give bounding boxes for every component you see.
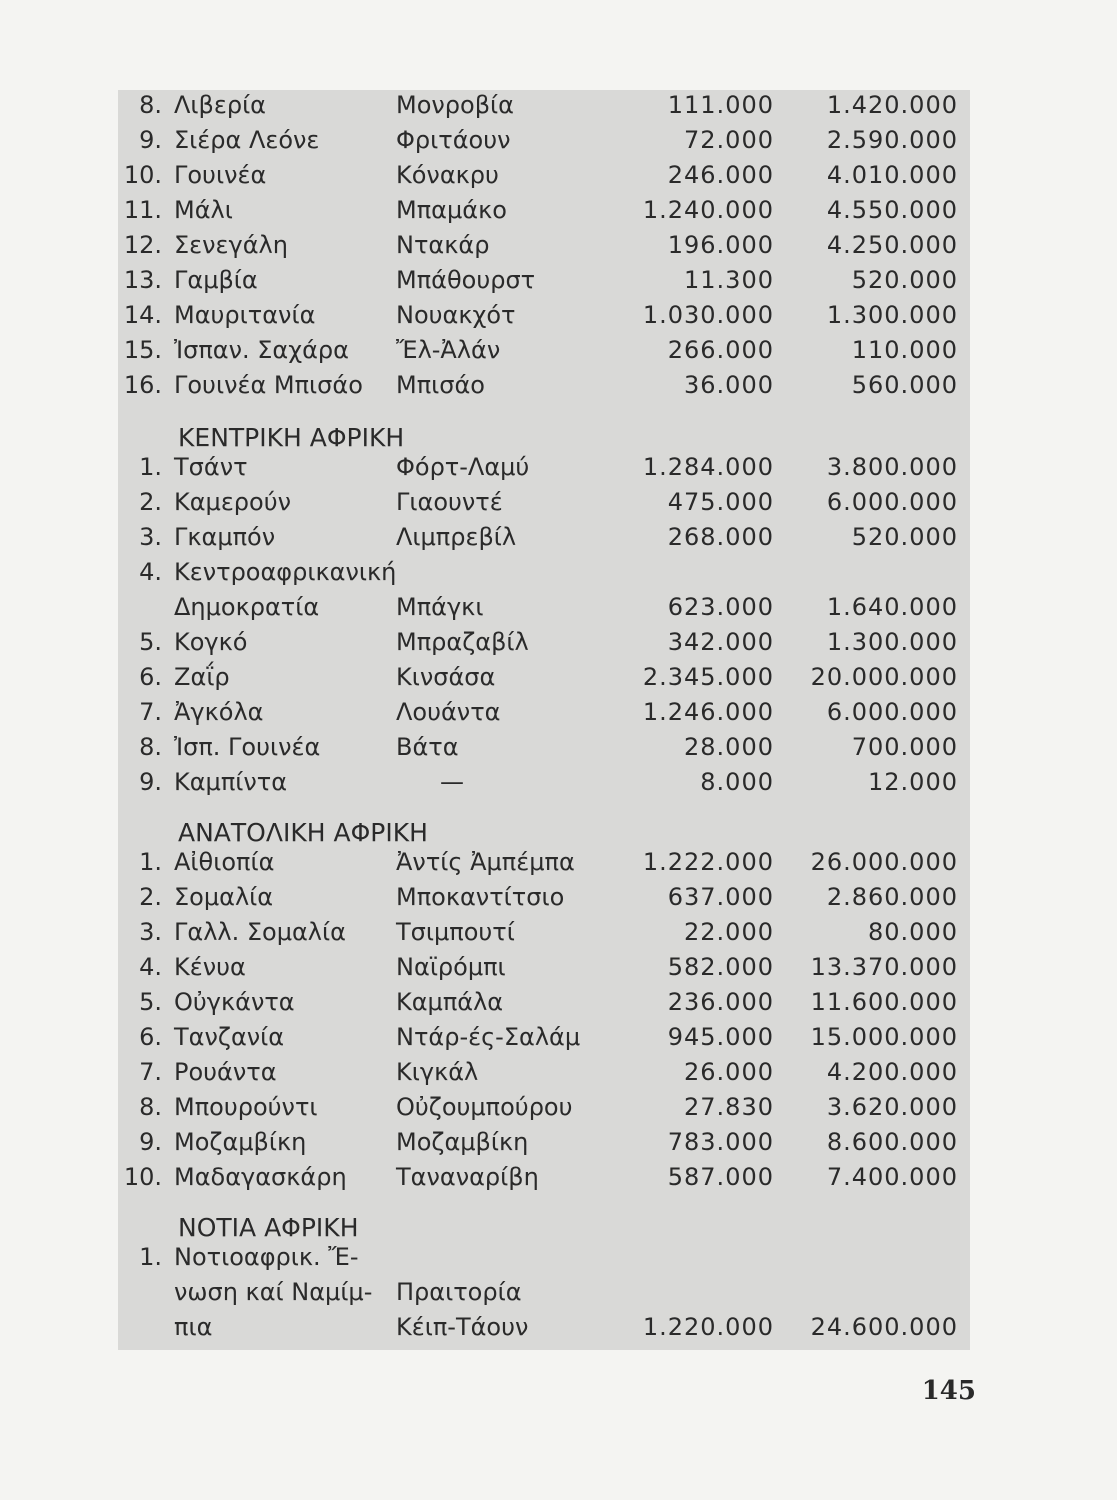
- table-row: 8. Λιβερία Μονροβία 111.000 1.420.000: [139, 91, 958, 119]
- table-row: 12. Σενεγάλη Ντακάρ 196.000 4.250.000: [123, 231, 958, 259]
- section-heading-central-africa: ΚΕΝΤΡΙΚΗ ΑΦΡΙΚΗ: [178, 423, 405, 452]
- table-row: 10. Μαδαγασκάρη Ταναναρίβη 587.000 7.400.000: [123, 1163, 958, 1191]
- table-row: 8. Μπουρούντι Οὐζουμπούρου 27.830 3.620.000: [139, 1093, 958, 1121]
- table-row: 8. Ἰσπ. Γουινέα Βάτα 28.000 700.000: [139, 733, 958, 761]
- table-row: 1. Νοτιοαφρικ. Ἔ-: [139, 1243, 359, 1271]
- table-row: 10. Γουινέα Κόνακρυ 246.000 4.010.000: [123, 161, 958, 189]
- table-row: 2. Σομαλία Μποκαντίτσιο 637.000 2.860.000: [139, 883, 958, 911]
- section-heading-south-africa: ΝΟΤΙΑ ΑΦΡΙΚΗ: [178, 1213, 359, 1242]
- table-row: 6. Τανζανία Ντάρ-ές-Σαλάμ 945.000 15.000.000: [139, 1023, 958, 1051]
- table-row: 13. Γαμβία Μπάθουρστ 11.300 520.000: [123, 266, 958, 294]
- table-row: 4. Κένυα Ναϊρόμπι 582.000 13.370.000: [139, 953, 958, 981]
- table-row: 6. Ζαΐρ Κινσάσα 2.345.000 20.000.000: [139, 663, 958, 691]
- table-row: 2. Καμερούν Γιαουντέ 475.000 6.000.000: [139, 488, 958, 516]
- table-row: 9. Μοζαμβίκη Μοζαμβίκη 783.000 8.600.000: [139, 1128, 958, 1156]
- table-row: 14. Μαυριτανία Νουακχότ 1.030.000 1.300.000: [123, 301, 958, 329]
- page-number: 145: [921, 1376, 976, 1406]
- table-row: 3. Γκαμπόν Λιμπρεβίλ 268.000 520.000: [139, 523, 958, 551]
- table-row: 5. Οὐγκάντα Καμπάλα 236.000 11.600.000: [139, 988, 958, 1016]
- table-row: 15. Ἰσπαν. Σαχάρα Ἔλ-Ἀλάν 266.000 110.000: [123, 336, 958, 364]
- table-row: 11. Μάλι Μπαμάκο 1.240.000 4.550.000: [123, 196, 958, 224]
- table-row: 7. Ἀγκόλα Λουάντα 1.246.000 6.000.000: [139, 698, 958, 726]
- table-row: 9. Καμπίντα — 8.000 12.000: [139, 768, 958, 796]
- table-row: 16. Γουινέα Μπισάο Μπισάο 36.000 560.000: [123, 371, 958, 399]
- table-row: νωση καί Ναμίμ- Πραιτορία: [174, 1278, 522, 1306]
- table-row: πια Κέιπ-Τάουν 1.220.000 24.600.000: [174, 1313, 958, 1341]
- table-row: 4. Κεντροαφρικανική: [139, 558, 397, 586]
- table-row: 1. Τσάντ Φόρτ-Λαμύ 1.284.000 3.800.000: [139, 453, 958, 481]
- table-row: 9. Σιέρα Λεόνε Φριτάουν 72.000 2.590.000: [139, 126, 958, 154]
- table-row: 3. Γαλλ. Σομαλία Τσιμπουτί 22.000 80.000: [139, 918, 958, 946]
- section-heading-east-africa: ΑΝΑΤΟΛΙΚΗ ΑΦΡΙΚΗ: [178, 818, 428, 847]
- table-row: 5. Κογκό Μπραζαβίλ 342.000 1.300.000: [139, 628, 958, 656]
- table-row: Δημοκρατία Μπάγκι 623.000 1.640.000: [174, 593, 958, 621]
- table-row: 7. Ρουάντα Κιγκάλ 26.000 4.200.000: [139, 1058, 958, 1086]
- table-row: 1. Αἰθιοπία Ἀντίς Ἀμπέμπα 1.222.000 26.000.000: [139, 848, 958, 876]
